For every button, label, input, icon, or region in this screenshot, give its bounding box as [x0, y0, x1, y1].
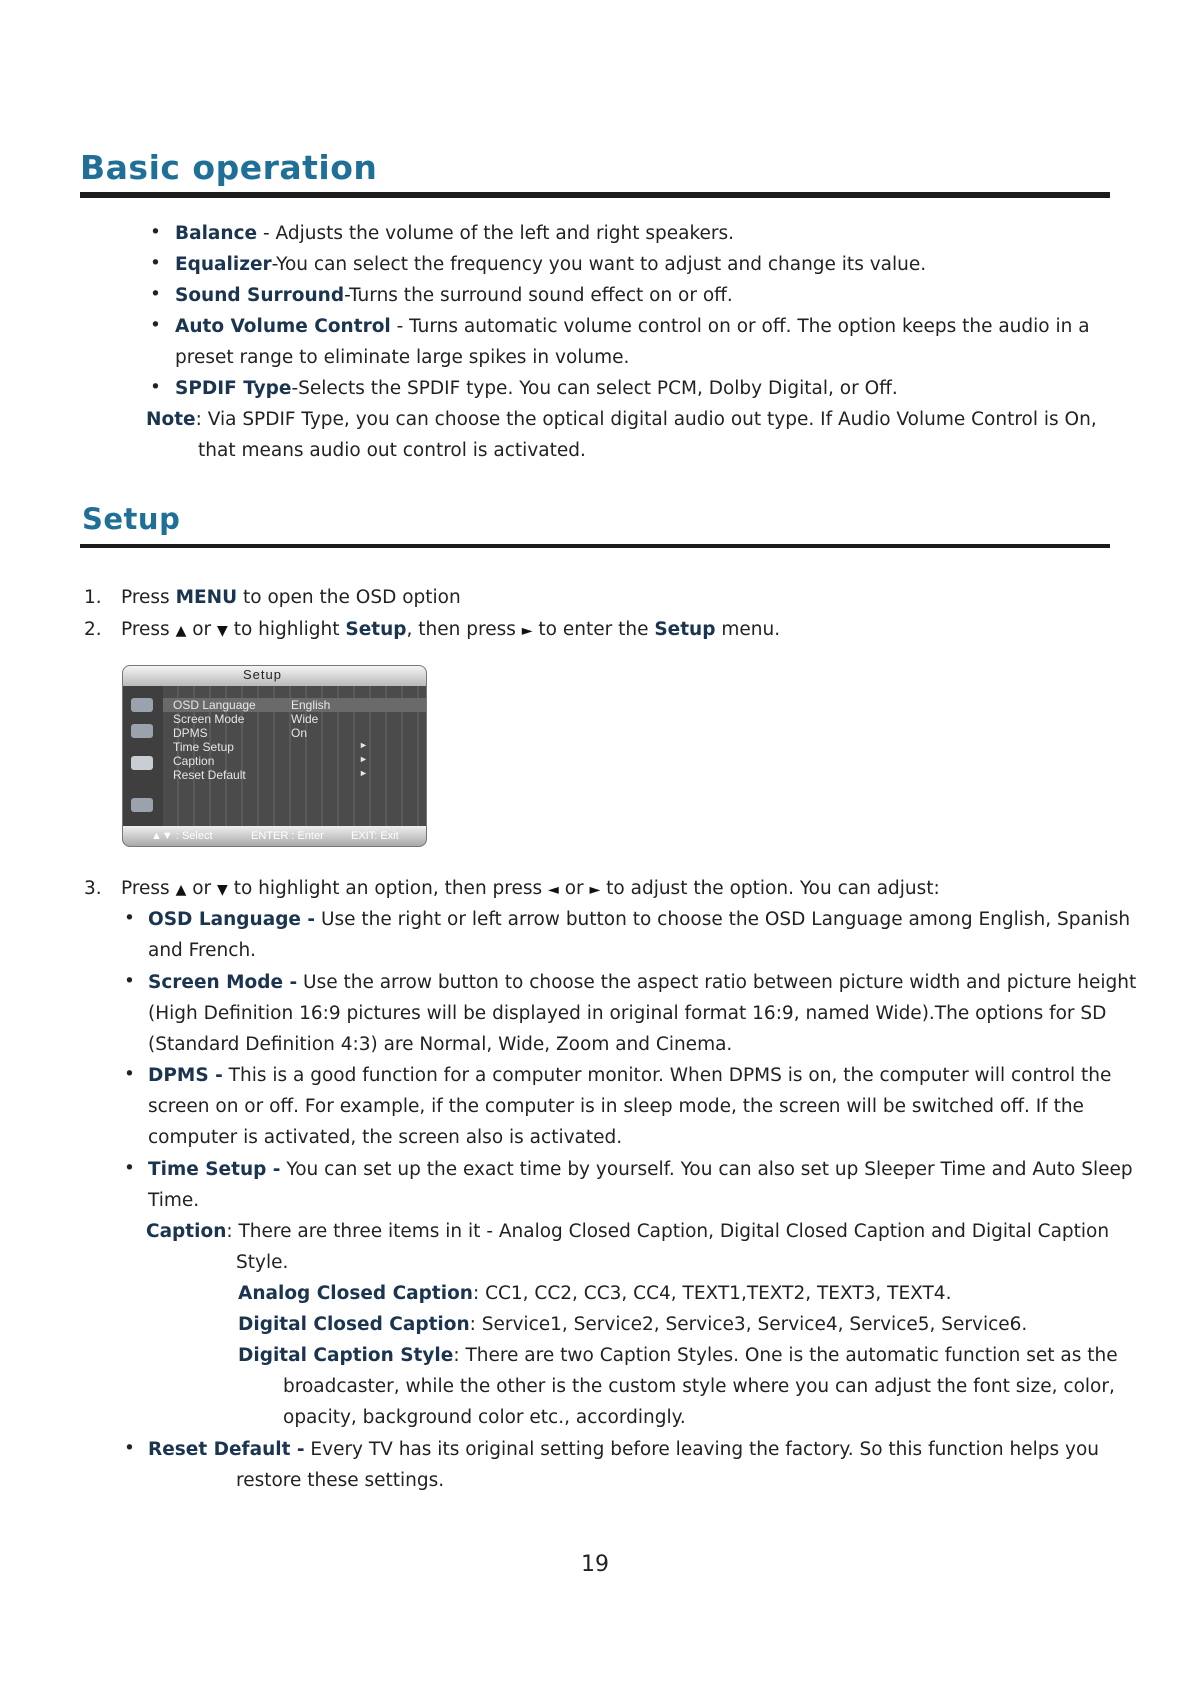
list-item-continuation: Time. — [148, 1190, 200, 1211]
setup-osd-menu — [122, 665, 427, 847]
list-item-continuation: (High Definition 16:9 pictures will be displayed in original format 16:9, named Wide).The options for SD — [148, 1003, 1107, 1024]
osd-row: Caption ► — [173, 754, 368, 768]
osd-row: Reset Default ► — [173, 768, 368, 782]
section-title-basic-operation: Basic operation — [80, 148, 378, 187]
caption-description: Caption: There are three items in it - Analog Closed Caption, Digital Closed Caption and Digital Caption — [146, 1221, 1110, 1242]
step-number: 1. — [84, 587, 102, 608]
osd-row: Screen Mode Wide — [173, 712, 319, 726]
note: Note: Via SPDIF Type, you can choose the optical digital audio out type. If Audio Volume Control is On, — [146, 409, 1097, 430]
osd-footer — [123, 826, 426, 846]
osd-sidebar — [123, 686, 163, 826]
bullet-glyph: • — [150, 253, 161, 274]
note-continuation: that means audio out control is activated. — [198, 440, 586, 461]
down-arrow-icon: ▼ — [217, 623, 228, 639]
right-arrow-icon: ► — [589, 882, 601, 898]
bullet-glyph: • — [150, 284, 161, 305]
osd-row: DPMS On — [173, 726, 308, 740]
list-item: DPMS - This is a good function for a computer monitor. When DPMS is on, the computer will control the — [148, 1065, 1112, 1086]
list-item-continuation: computer is activated, the screen also is activated. — [148, 1127, 623, 1148]
sound-icon — [131, 724, 153, 738]
analog-closed-caption: Analog Closed Caption: CC1, CC2, CC3, CC4, TEXT1,TEXT2, TEXT3, TEXT4. — [238, 1283, 952, 1304]
osd-title: Setup — [243, 667, 282, 682]
osd-menu-body — [163, 686, 426, 826]
step-number: 2. — [84, 619, 102, 640]
step-3: Press ▲ or ▼ to highlight an option, then press ◄ or ► to adjust the option. You can adjust: — [121, 878, 940, 899]
list-item: Auto Volume Control - Turns automatic volume control on or off. The option keeps the audio in a — [175, 316, 1090, 337]
osd-footer-enter: ENTER : Enter — [251, 830, 324, 842]
page-number: 19 — [581, 1552, 609, 1577]
digital-caption-style-continuation: broadcaster, while the other is the custom style where you can adjust the font size, color, — [283, 1376, 1115, 1397]
section-title-setup: Setup — [82, 502, 181, 536]
bullet-glyph: • — [124, 1064, 135, 1085]
down-arrow-icon: ▼ — [217, 882, 228, 898]
setup-icon — [131, 756, 153, 770]
section-divider — [80, 544, 1110, 548]
list-item-continuation: (Standard Definition 4:3) are Normal, Wide, Zoom and Cinema. — [148, 1034, 733, 1055]
bullet-glyph: • — [150, 315, 161, 336]
osd-row: Time Setup ► — [173, 740, 368, 754]
step-1: Press MENU to open the OSD option — [121, 587, 461, 608]
list-item-continuation: preset range to eliminate large spikes in volume. — [175, 347, 630, 368]
list-item-continuation: screen on or off. For example, if the computer is in sleep mode, the screen will be switched off. If the — [148, 1096, 1084, 1117]
bullet-glyph: • — [124, 1438, 135, 1459]
bullet-glyph: • — [150, 222, 161, 243]
digital-caption-style: Digital Caption Style: There are two Caption Styles. One is the automatic function set as the — [238, 1345, 1118, 1366]
picture-icon — [131, 698, 153, 712]
bullet-glyph: • — [150, 377, 161, 398]
caption-continuation: Style. — [236, 1252, 289, 1273]
list-item-continuation: restore these settings. — [236, 1470, 445, 1491]
osd-footer-select: ▲▼ : Select — [151, 830, 213, 842]
submenu-arrow-icon: ► — [359, 768, 368, 778]
list-item: Reset Default - Every TV has its original setting before leaving the factory. So this function helps you — [148, 1439, 1100, 1460]
submenu-arrow-icon: ► — [359, 754, 368, 764]
list-item: Equalizer-You can select the frequency you want to adjust and change its value. — [175, 254, 927, 275]
osd-footer-exit: EXIT: Exit — [351, 830, 399, 842]
list-item: Balance - Adjusts the volume of the left and right speakers. — [175, 223, 735, 244]
osd-title-bar — [123, 666, 426, 686]
submenu-arrow-icon: ► — [359, 740, 368, 750]
lock-icon — [131, 798, 153, 812]
section-divider — [80, 192, 1110, 198]
list-item: SPDIF Type-Selects the SPDIF type. You can select PCM, Dolby Digital, or Off. — [175, 378, 898, 399]
step-2: Press ▲ or ▼ to highlight Setup, then press ► to enter the Setup menu. — [121, 619, 781, 640]
list-item: Time Setup - You can set up the exact time by yourself. You can also set up Sleeper Time and Auto Sleep — [148, 1159, 1133, 1180]
list-item: Screen Mode - Use the arrow button to choose the aspect ratio between picture width and picture height — [148, 972, 1137, 993]
up-arrow-icon: ▲ — [175, 882, 187, 898]
step-number: 3. — [84, 878, 102, 899]
bullet-glyph: • — [124, 971, 135, 992]
up-arrow-icon: ▲ — [175, 623, 187, 639]
list-item: Sound Surround-Turns the surround sound effect on or off. — [175, 285, 733, 306]
bullet-glyph: • — [124, 908, 135, 929]
list-item: OSD Language - Use the right or left arrow button to choose the OSD Language among English, Spanish — [148, 909, 1131, 930]
osd-row: OSD Language English — [163, 698, 426, 712]
digital-caption-style-continuation: opacity, background color etc., accordingly. — [283, 1407, 686, 1428]
digital-closed-caption: Digital Closed Caption: Service1, Service2, Service3, Service4, Service5, Service6. — [238, 1314, 1028, 1335]
right-arrow-icon: ► — [521, 623, 533, 639]
list-item-continuation: and French. — [148, 940, 257, 961]
left-arrow-icon: ◄ — [548, 882, 559, 898]
bullet-glyph: • — [124, 1158, 135, 1179]
